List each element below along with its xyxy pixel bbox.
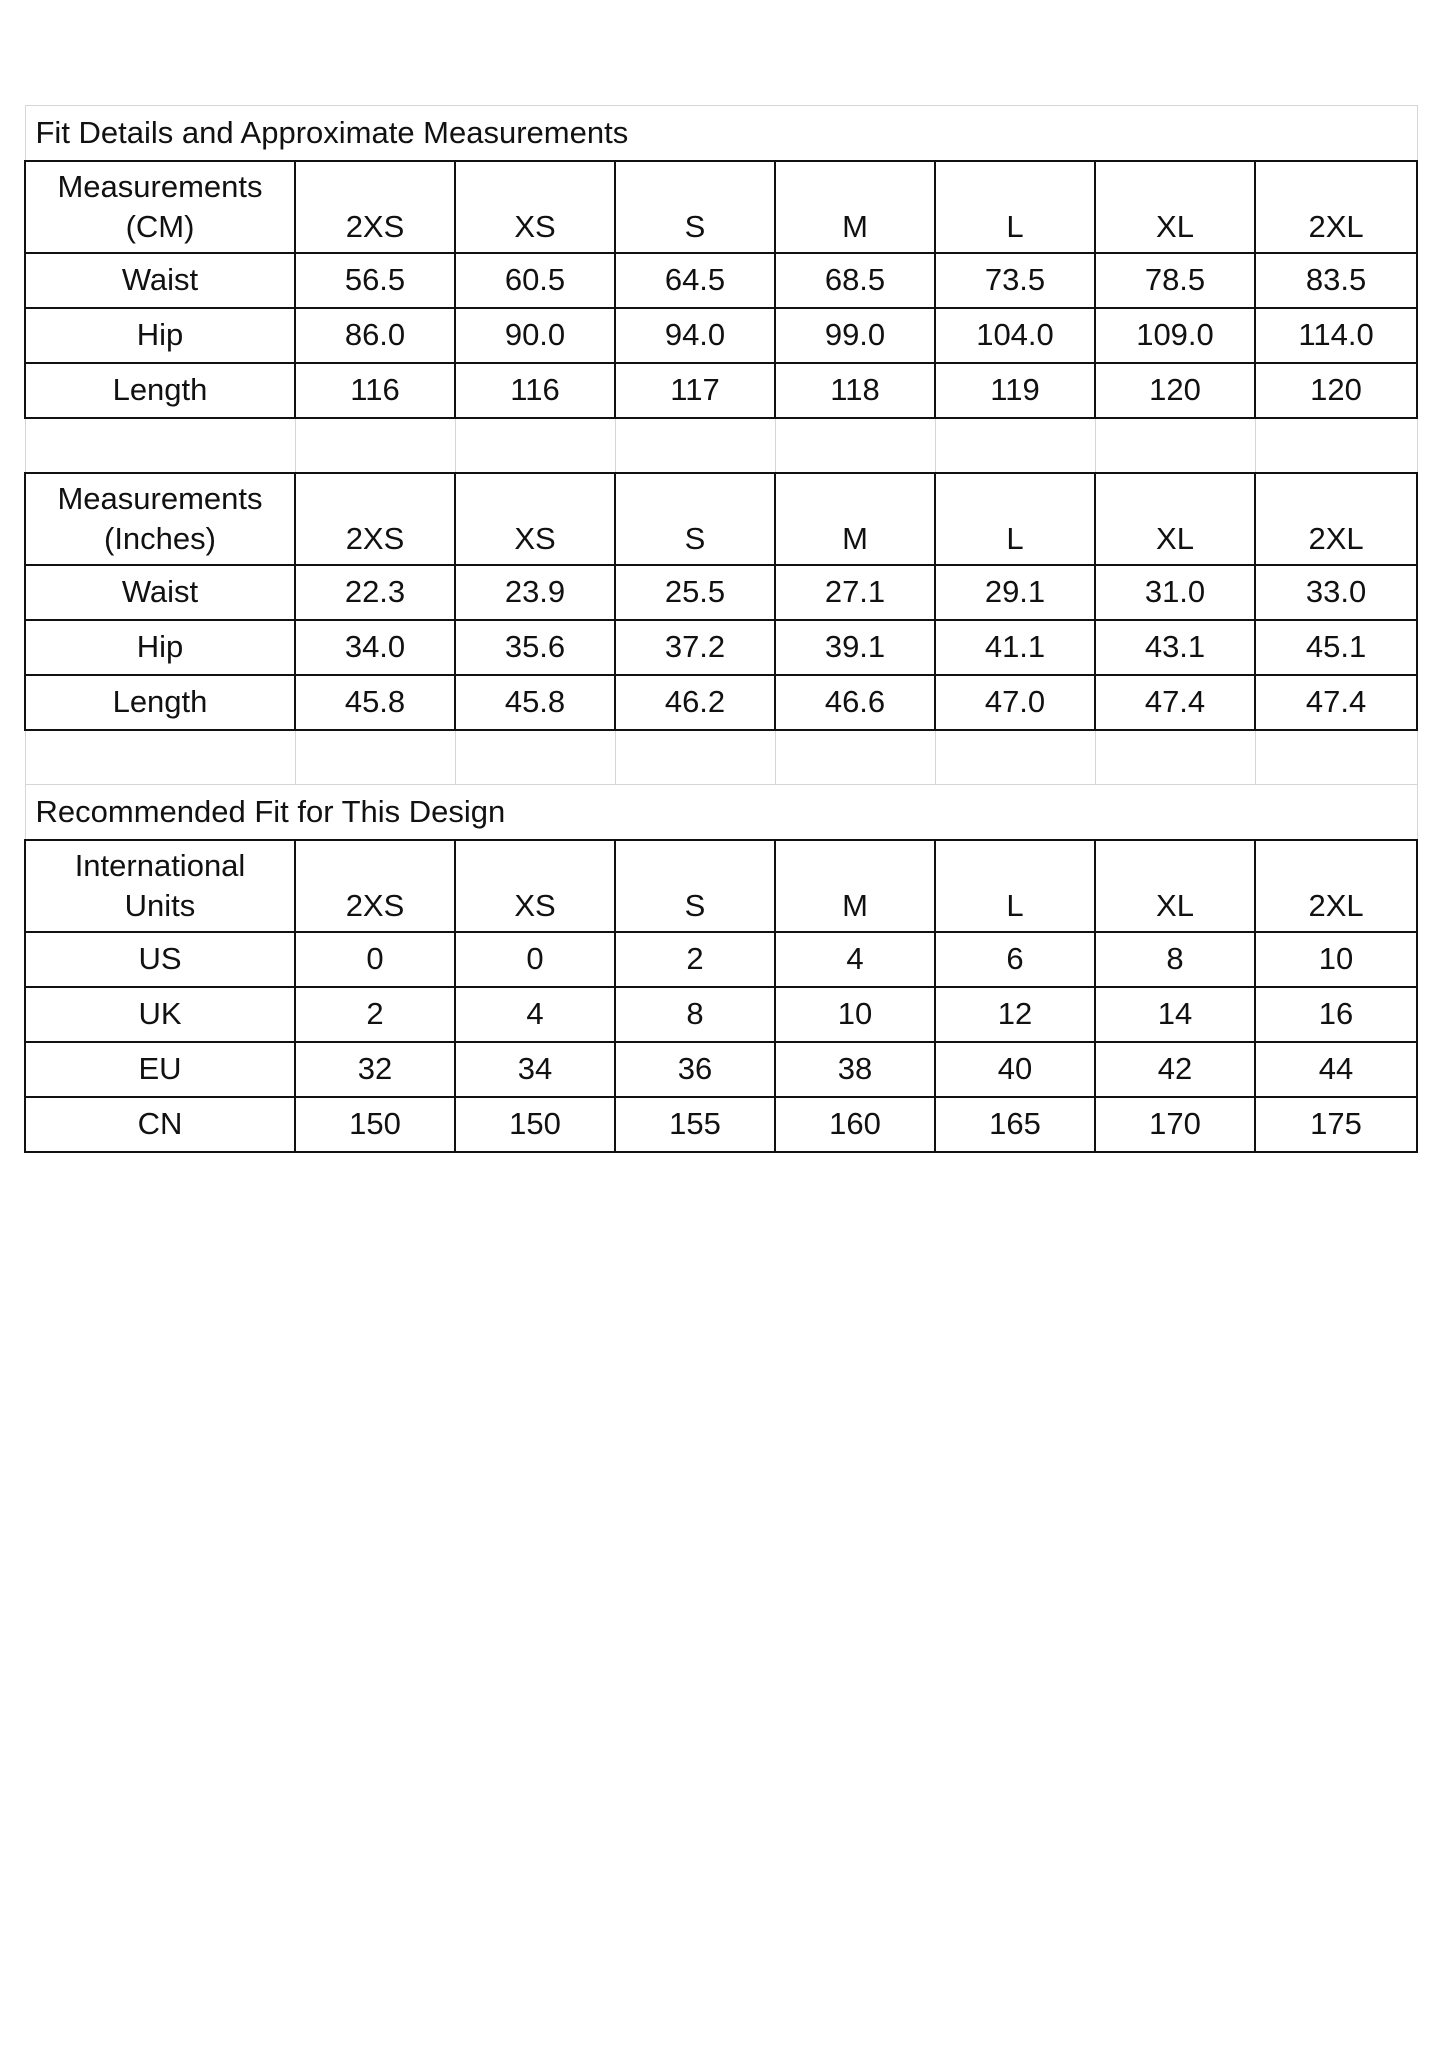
value-cell: 47.0 xyxy=(935,675,1095,730)
empty-cell xyxy=(25,418,295,473)
value-cell: 47.4 xyxy=(1255,675,1417,730)
empty-cell xyxy=(1255,730,1417,785)
value-cell: 114.0 xyxy=(1255,308,1417,363)
size-header: 2XS xyxy=(295,473,455,565)
size-header: L xyxy=(935,473,1095,565)
value-cell: 34.0 xyxy=(295,620,455,675)
section-title-row xyxy=(25,785,1417,840)
value-cell: 99.0 xyxy=(775,308,935,363)
value-cell: 60.5 xyxy=(455,253,615,308)
value-cell: 175 xyxy=(1255,1097,1417,1152)
value-cell: 10 xyxy=(775,987,935,1042)
intl-table-row xyxy=(25,987,1417,1042)
empty-cell xyxy=(1095,418,1255,473)
value-cell: 23.9 xyxy=(455,565,615,620)
value-cell: 160 xyxy=(775,1097,935,1152)
row-label: EU xyxy=(25,1042,295,1097)
empty-cell xyxy=(25,730,295,785)
size-header: 2XS xyxy=(295,161,455,253)
size-header: S xyxy=(615,840,775,932)
value-cell: 8 xyxy=(1095,932,1255,987)
value-cell: 150 xyxy=(455,1097,615,1152)
value-cell: 47.4 xyxy=(1095,675,1255,730)
value-cell: 10 xyxy=(1255,932,1417,987)
value-cell: 16 xyxy=(1255,987,1417,1042)
value-cell: 22.3 xyxy=(295,565,455,620)
size-header: 2XL xyxy=(1255,473,1417,565)
value-cell: 40 xyxy=(935,1042,1095,1097)
header-label-line-1: International xyxy=(74,847,246,883)
value-cell: 165 xyxy=(935,1097,1095,1152)
intl-table-header-label xyxy=(25,840,295,932)
value-cell: 34 xyxy=(455,1042,615,1097)
value-cell: 0 xyxy=(455,932,615,987)
row-label: Length xyxy=(25,363,295,418)
value-cell: 86.0 xyxy=(295,308,455,363)
spacer-row xyxy=(25,730,1417,785)
empty-cell xyxy=(455,730,615,785)
value-cell: 0 xyxy=(295,932,455,987)
value-cell: 4 xyxy=(775,932,935,987)
row-label: US xyxy=(25,932,295,987)
empty-cell xyxy=(295,418,455,473)
size-header: M xyxy=(775,161,935,253)
empty-cell xyxy=(935,418,1095,473)
size-header: XL xyxy=(1095,161,1255,253)
value-cell: 25.5 xyxy=(615,565,775,620)
empty-cell xyxy=(295,730,455,785)
value-cell: 78.5 xyxy=(1095,253,1255,308)
size-header: 2XS xyxy=(295,840,455,932)
value-cell: 45.8 xyxy=(455,675,615,730)
value-cell: 118 xyxy=(775,363,935,418)
value-cell: 150 xyxy=(295,1097,455,1152)
empty-cell xyxy=(935,730,1095,785)
value-cell: 83.5 xyxy=(1255,253,1417,308)
value-cell: 27.1 xyxy=(775,565,935,620)
value-cell: 35.6 xyxy=(455,620,615,675)
value-cell: 43.1 xyxy=(1095,620,1255,675)
empty-cell xyxy=(775,418,935,473)
size-header: XS xyxy=(455,161,615,253)
size-chart-table xyxy=(24,105,1418,1153)
value-cell: 2 xyxy=(615,932,775,987)
value-cell: 46.6 xyxy=(775,675,935,730)
size-header: L xyxy=(935,840,1095,932)
value-cell: 42 xyxy=(1095,1042,1255,1097)
intl-table-row xyxy=(25,1097,1417,1152)
inch-table-row xyxy=(25,675,1417,730)
header-label-line-2: (Inches) xyxy=(104,520,216,556)
size-header: XS xyxy=(455,840,615,932)
header-label-line-2: (CM) xyxy=(125,208,195,244)
size-header: S xyxy=(615,473,775,565)
value-cell: 45.1 xyxy=(1255,620,1417,675)
value-cell: 109.0 xyxy=(1095,308,1255,363)
row-label: UK xyxy=(25,987,295,1042)
inch-table-header-row xyxy=(25,473,1417,565)
section-title: Recommended Fit for This Design xyxy=(25,785,1417,840)
value-cell: 6 xyxy=(935,932,1095,987)
cm-table-header-label xyxy=(25,161,295,253)
value-cell: 37.2 xyxy=(615,620,775,675)
cm-table-header-row xyxy=(25,161,1417,253)
empty-cell xyxy=(615,418,775,473)
size-header: M xyxy=(775,473,935,565)
value-cell: 31.0 xyxy=(1095,565,1255,620)
value-cell: 36 xyxy=(615,1042,775,1097)
header-label-line-2: Units xyxy=(124,887,196,923)
section-title-row xyxy=(25,106,1417,161)
row-label: Length xyxy=(25,675,295,730)
value-cell: 12 xyxy=(935,987,1095,1042)
value-cell: 116 xyxy=(455,363,615,418)
value-cell: 117 xyxy=(615,363,775,418)
row-label: Waist xyxy=(25,565,295,620)
value-cell: 46.2 xyxy=(615,675,775,730)
value-cell: 64.5 xyxy=(615,253,775,308)
spacer-row xyxy=(25,418,1417,473)
size-header: M xyxy=(775,840,935,932)
empty-cell xyxy=(615,730,775,785)
value-cell: 14 xyxy=(1095,987,1255,1042)
size-header: 2XL xyxy=(1255,161,1417,253)
empty-cell xyxy=(455,418,615,473)
value-cell: 45.8 xyxy=(295,675,455,730)
intl-table-row xyxy=(25,1042,1417,1097)
cm-table-row xyxy=(25,308,1417,363)
cm-table-row xyxy=(25,363,1417,418)
section-title: Fit Details and Approximate Measurements xyxy=(25,106,1417,161)
size-header: XL xyxy=(1095,840,1255,932)
value-cell: 44 xyxy=(1255,1042,1417,1097)
empty-cell xyxy=(1095,730,1255,785)
value-cell: 90.0 xyxy=(455,308,615,363)
value-cell: 56.5 xyxy=(295,253,455,308)
row-label: CN xyxy=(25,1097,295,1152)
inch-table-header-label xyxy=(25,473,295,565)
value-cell: 104.0 xyxy=(935,308,1095,363)
value-cell: 94.0 xyxy=(615,308,775,363)
value-cell: 170 xyxy=(1095,1097,1255,1152)
header-label-line-1: Measurements xyxy=(57,480,263,516)
value-cell: 8 xyxy=(615,987,775,1042)
empty-cell xyxy=(1255,418,1417,473)
row-label: Hip xyxy=(25,308,295,363)
value-cell: 120 xyxy=(1095,363,1255,418)
value-cell: 33.0 xyxy=(1255,565,1417,620)
inch-table-row xyxy=(25,565,1417,620)
row-label: Hip xyxy=(25,620,295,675)
intl-table-row xyxy=(25,932,1417,987)
value-cell: 120 xyxy=(1255,363,1417,418)
value-cell: 32 xyxy=(295,1042,455,1097)
value-cell: 68.5 xyxy=(775,253,935,308)
cm-table-row xyxy=(25,253,1417,308)
size-header: 2XL xyxy=(1255,840,1417,932)
value-cell: 41.1 xyxy=(935,620,1095,675)
size-header: S xyxy=(615,161,775,253)
value-cell: 38 xyxy=(775,1042,935,1097)
intl-table-header-row xyxy=(25,840,1417,932)
value-cell: 119 xyxy=(935,363,1095,418)
value-cell: 4 xyxy=(455,987,615,1042)
value-cell: 39.1 xyxy=(775,620,935,675)
size-header: XL xyxy=(1095,473,1255,565)
value-cell: 155 xyxy=(615,1097,775,1152)
header-label-line-1: Measurements xyxy=(57,168,263,204)
inch-table-row xyxy=(25,620,1417,675)
value-cell: 29.1 xyxy=(935,565,1095,620)
row-label: Waist xyxy=(25,253,295,308)
value-cell: 116 xyxy=(295,363,455,418)
value-cell: 73.5 xyxy=(935,253,1095,308)
value-cell: 2 xyxy=(295,987,455,1042)
size-header: XS xyxy=(455,473,615,565)
size-header: L xyxy=(935,161,1095,253)
empty-cell xyxy=(775,730,935,785)
